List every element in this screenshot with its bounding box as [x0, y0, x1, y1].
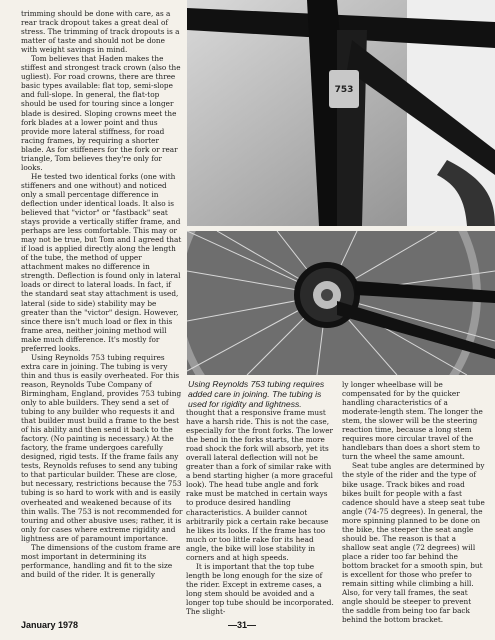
article-column-3 [342, 380, 485, 624]
article-column-1 [21, 9, 183, 579]
paragraph: Tom believes that Haden makes the stiffest and strongest track crown (also the ugliest). For road crowns, there are three basic types available: flat top, semi-slope and full-slope. In general, the flat-top should be used for touring since a longer blade is desired. Sloping crowns meet the fork blades at a lower point and thus provide more lateral stiffness, for road racing frames, by requiring a shorter blade. As for stiffeners for the fork or rear triangle, Tom believes they're only for looks. [21, 54, 181, 172]
article-column-2 [186, 408, 336, 616]
paragraph: trimming should be done with care, as a rear track dropout takes a great deal of stress. The trimming of track dropouts is a matter of taste and should not be done with weight savings in mind. [21, 9, 180, 55]
paragraph: The dimensions of the custom frame are most important in determining its performance, handling and fit to the size and build of the rider. It is generally [21, 542, 181, 579]
paragraph: It is important that the top tube length be long enough for the size of the rider. Except in extreme cases, a long stem should be avoided and a longer top tube should be incorporated. The slight- [186, 561, 334, 617]
paragraph: Using Reynolds 753 tubing requires extra care in joining. The tubing is very thin and thus is easily overheated. For this reason, Reynolds Tube Company of Birmingham, England, provides 753 tubing only to able builders. They send a set of tubing to any builder who requests it and that builder must build a frame to the best of his ability and then send it back to the factory. (No painting is necessary.) At the factory, the frame undergoes carefully designed, rigid tests. If the frame fails any tests, Reynolds refuses to send any tubing to that particular builder. These are close, but necessary, restrictions because the 753 tubing is so hard to work with and is easily overheated and weakened because of its thin walls. The 753 is not recommended for touring and other abusive uses; rather, it is only for cases where extreme rigidity and lightness are of paramount importance. [21, 352, 183, 543]
reynolds-badge-text: 753 [334, 85, 354, 95]
photo-caption: Using Reynolds 753 tubing requires added care in joining. The tubing is used for rigidity and lightness. [188, 379, 325, 410]
frame-tubing-image [187, 0, 495, 226]
paragraph: He tested two identical forks (one with stiffeners and one without) and noticed only a small percentage difference in deflection under identical loads. It also is believed that "victor" or "fastback" seat stays provide a vertically stiffer frame, and perhaps are less comfortable. This may or may not be true, but Tom and I agreed that if load is applied directly along the length of the tube, the method of upper attachment makes no difference in strength. Deflection is found only in lateral loads or direct to lateral loads. In fact, if the standard seat stay attachment is used, lateral (side to side) stability may be greater than the "victor" design. However, since there isn't much load or flex in this frame area, neither joining method will make much difference. It's mostly for preferred looks. [21, 171, 182, 353]
paragraph: ly longer wheelbase will be compensated for by the quicker handling characteristics of a moderate-length stem. The longer the stem, the slower will be the steering reaction time, because a long stem requires more circular travel of the handlebars than does a short stem to turn the wheel the same amount. [342, 380, 483, 462]
rear-hub-chain-photo [187, 231, 495, 375]
paragraph: thought that a responsive frame must have a harsh ride. This is not the case, especially for the front forks. The lower the bend in the forks starts, the more road shock the fork will absorb, yet its overall lateral deflection will not be greater than a fork of similar rake with a bend starting higher (a more graceful look). The head tube angle and fork rake must be matched in certain ways to produce desired handling characteristics. A builder cannot arbitrarily pick a certain rake because he likes its looks. If the frame has too much or too little rake for its head angle, the bike will lose stability in corners and at high speeds. [186, 408, 334, 562]
page-number: —31— [228, 620, 257, 630]
frame-tubing-photo [187, 0, 495, 226]
rear-hub-image [187, 231, 495, 375]
paragraph: Seat tube angles are determined by the style of the rider and the type of bike usage. Track bikes and road bikes built for people with a fast cadence should have a steep seat tube angle (74-75 degrees). In general, the more spinning planned to be done on the bike, the steeper the seat angle should be. The reason is that a shallow seat angle (72 degrees) will place a rider too far behind the bottom bracket for a smooth spin, but is excellent for those who prefer to remain sitting while climbing a hill. Also, for very tall frames, the seat angle should be steeper to prevent the saddle from being too far back behind the bottom bracket. [342, 461, 485, 625]
footer-date: January 1978 [21, 620, 79, 630]
